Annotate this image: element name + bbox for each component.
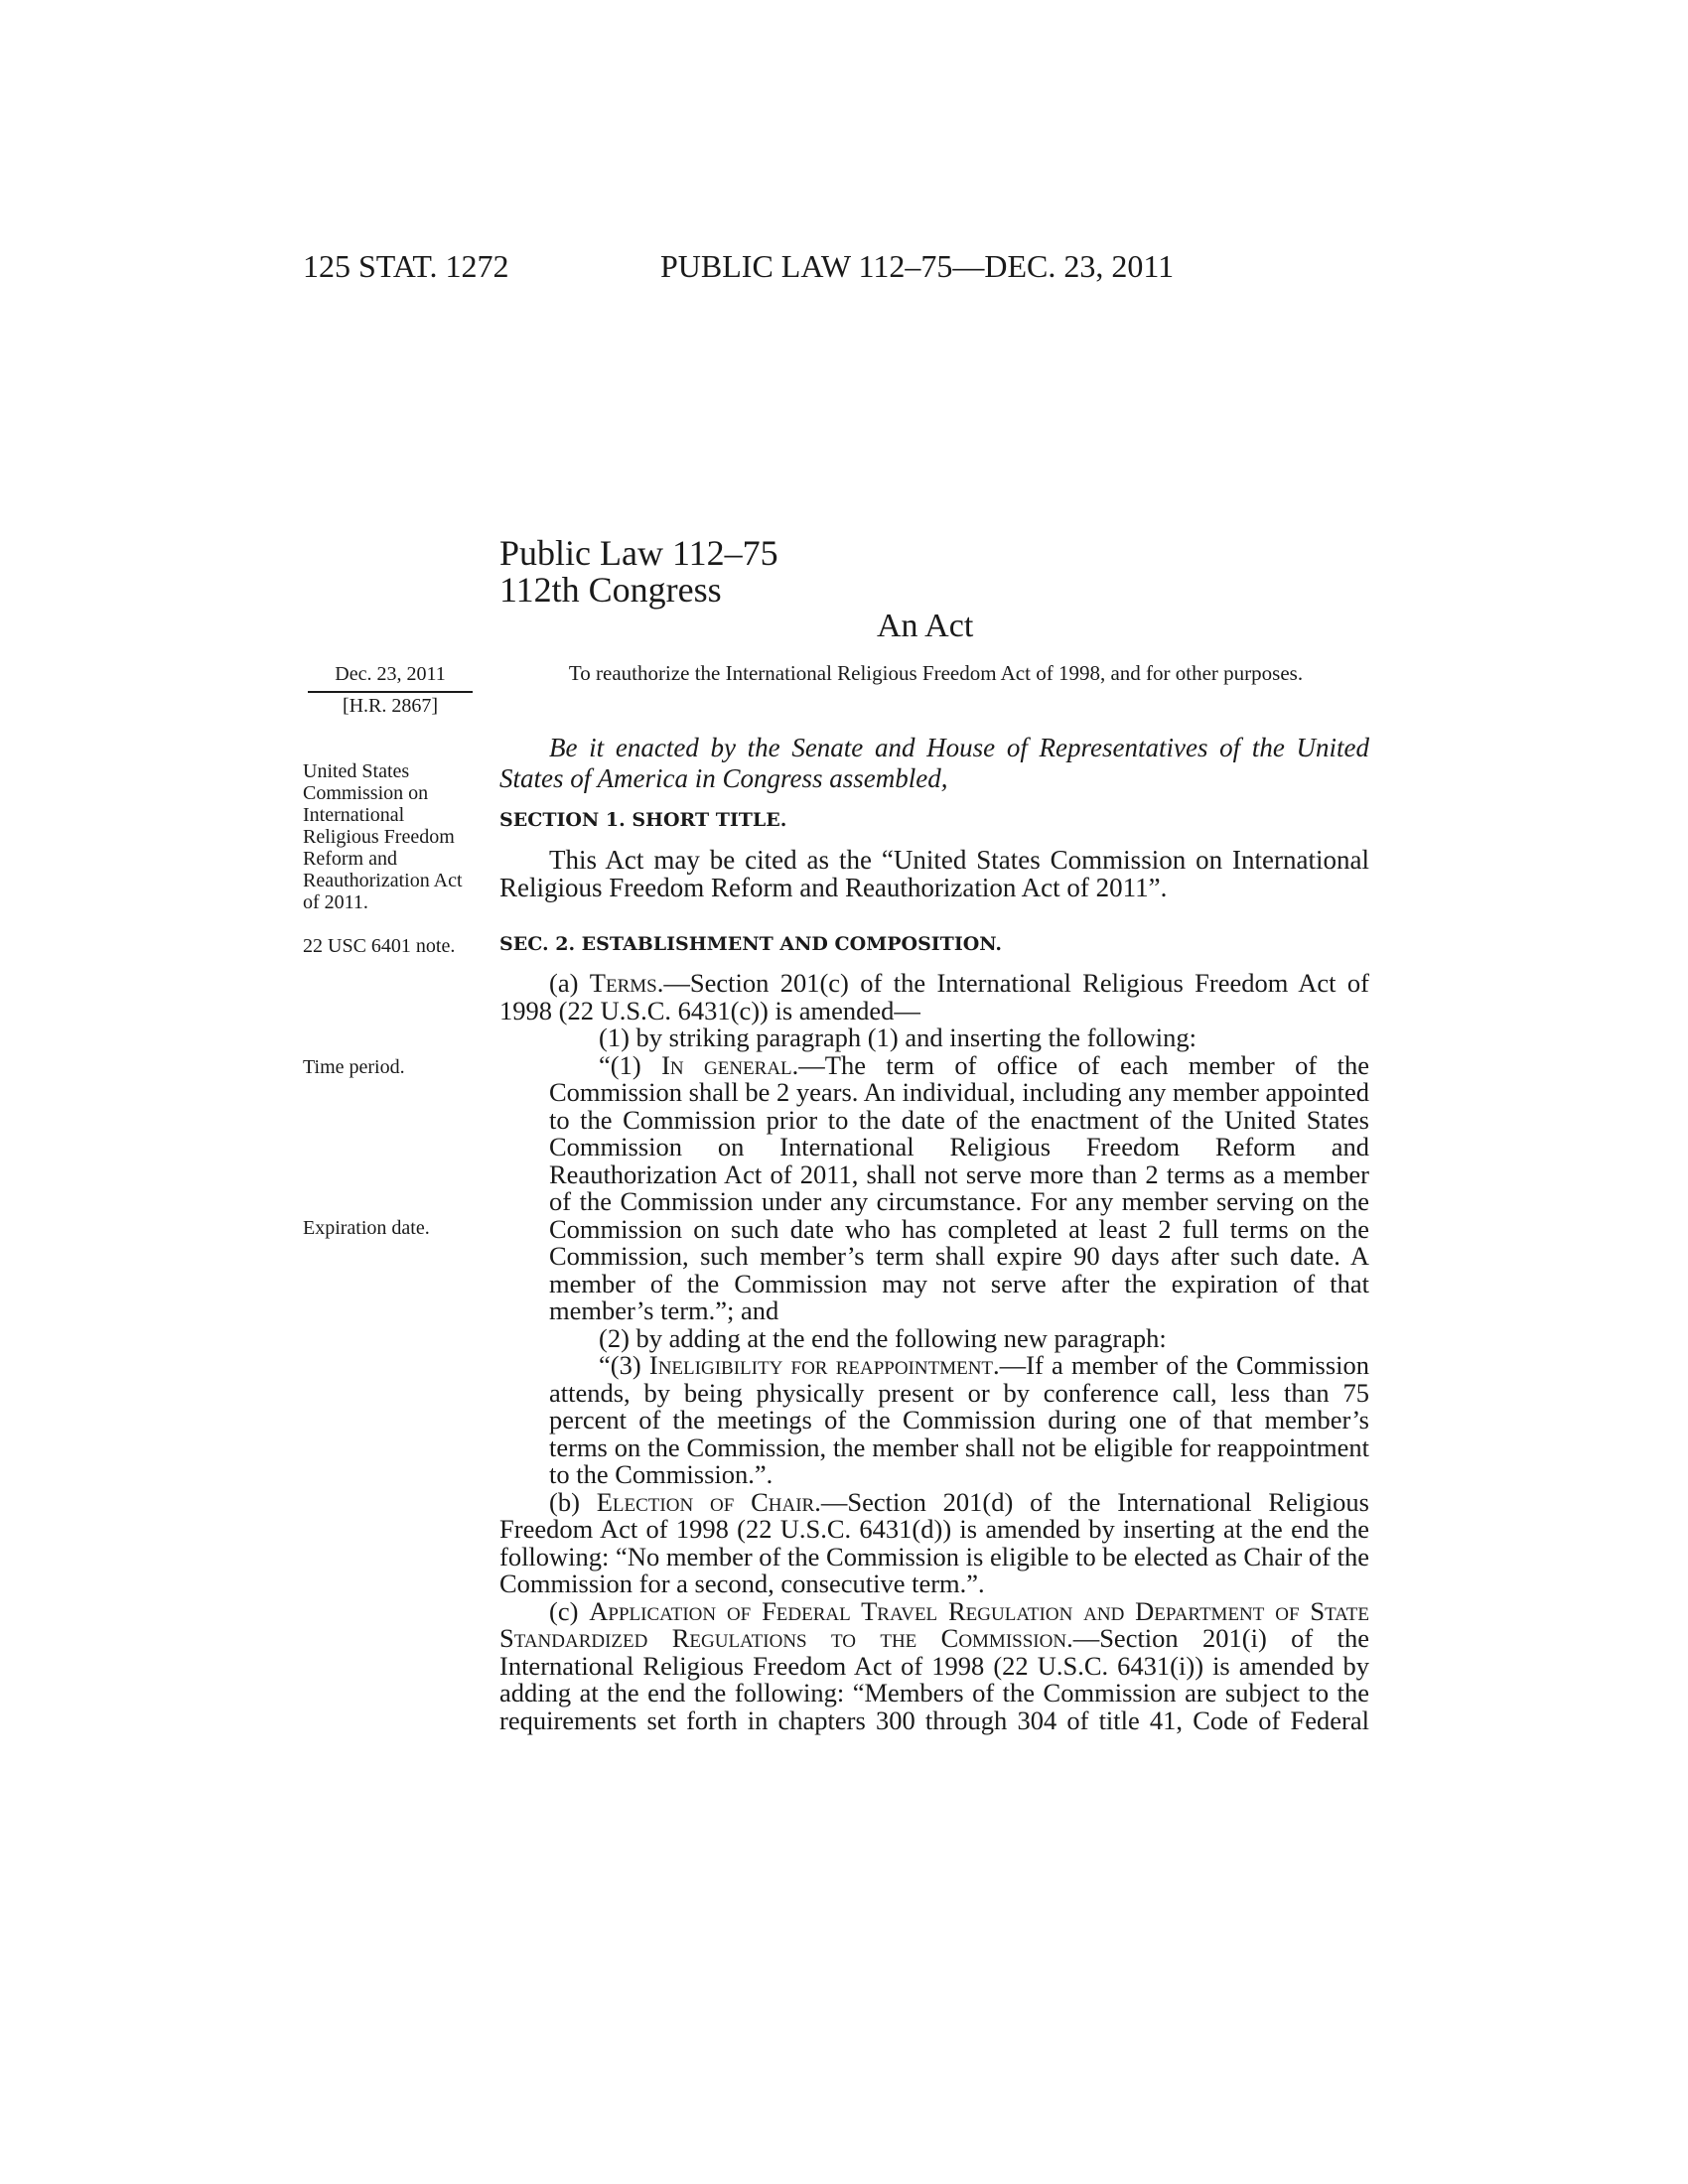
paragraph-a2: (2) by adding at the end the following new paragraph: xyxy=(599,1322,1167,1353)
margin-divider xyxy=(308,691,473,693)
section-1 xyxy=(499,809,1369,831)
subsection-c-label: (c) xyxy=(549,1595,590,1626)
subsection-b xyxy=(499,1486,1369,1598)
act-label: An Act xyxy=(877,608,974,644)
subsection-a-text: .—Section 201(c) of the International Religious Freedom Act of 1998 (22 U.S.C. 6431(c)) is amended— xyxy=(499,968,1369,1025)
subsection-c-caption: Application of Federal Travel Regulation and Department of State Standardized Regulations to the Commission xyxy=(499,1595,1369,1653)
congress-number: 112th Congress xyxy=(499,570,722,610)
page-stat-number: 125 STAT. 1272 xyxy=(303,248,509,284)
act-purpose: To reauthorize the International Religious Freedom Act of 1998, and for other purposes. xyxy=(568,661,1304,685)
quoted-paragraph-1 xyxy=(549,1049,1369,1325)
subsection-a-caption: Terms xyxy=(589,968,657,998)
subsection-c-text: .—Section 201(i) of the International Religious Freedom Act of 1998 (22 U.S.C. 6431(i)) is amended by adding at the end the following: “Members of the Commission are subject to the requirements set forth in chapters 300 through 304 of title 41, Code of Federal xyxy=(499,1623,1369,1735)
subsection-a xyxy=(499,970,1369,1024)
quote-block-a2 xyxy=(499,1352,1369,1489)
quoted-paragraph-1-caption: In general xyxy=(661,1049,792,1080)
quoted-paragraph-1-text: .—The term of office of each member of the Commission shall be 2 years. An individual, including any member appointed to the Commission prior to the date of the enactment of the United States Commission on International Religious Freedom Reform and Reauthorization Act of 2011, shall not serve more than 2 terms as a member of the Commission under any circumstance. For any member serving on the Commission on such date who has completed at least 2 full terms on the Commission, such member’s term shall expire 90 days after such date. A member of the Commission may not serve after the expiration of that member’s term.”; and xyxy=(549,1049,1369,1325)
enacting-clause-block xyxy=(499,733,1369,794)
section-1-text: This Act may be cited as the “United States Commission on International Religious Freedom Reform and Reauthorization Act of 2011”. xyxy=(499,845,1369,902)
subsection-a-label: (a) xyxy=(549,968,590,998)
section-2-heading: SEC. 2. ESTABLISHMENT AND COMPOSITION. xyxy=(499,933,1003,955)
section-2 xyxy=(499,933,1369,955)
section-2-body xyxy=(499,970,1369,1734)
quoted-paragraph-1-label: “(1) xyxy=(599,1049,662,1080)
law-number: Public Law 112–75 xyxy=(499,533,778,573)
margin-note-time-period: Time period. xyxy=(303,1056,405,1078)
margin-bill-number: [H.R. 2867] xyxy=(342,695,439,717)
enacting-clause: Be it enacted by the Senate and House of Representatives of the United States of America in Congress assembled, xyxy=(499,733,1369,793)
quoted-paragraph-3-caption: Ineligibility for reappointment xyxy=(648,1350,994,1380)
subsection-c xyxy=(499,1595,1369,1735)
quote-block-a1 xyxy=(499,1049,1369,1325)
subsection-b-text: .—Section 201(d) of the International Religious Freedom Act of 1998 (22 U.S.C. 6431(d)) is amended by inserting at the end the following: “No member of the Commission is eligible to be elected as Chair of the Commission for a second, consecutive term.”. xyxy=(499,1486,1369,1598)
quoted-paragraph-3-text: .—If a member of the Commission attends, by being physically present or by conference call, less than 75 percent of the meetings of the Commission during one of that member’s terms on the Commission, the member shall not be eligible for reappointment to the Commission.”. xyxy=(549,1350,1369,1489)
section-1-heading: SECTION 1. SHORT TITLE. xyxy=(499,809,787,831)
running-head-law: PUBLIC LAW 112–75—DEC. 23, 2011 xyxy=(660,248,1175,284)
margin-date: Dec. 23, 2011 xyxy=(335,663,446,685)
paragraph-a1: (1) by striking paragraph (1) and inserting the following: xyxy=(599,1023,1196,1052)
section-1-body xyxy=(499,846,1369,901)
quoted-paragraph-3 xyxy=(549,1352,1369,1489)
margin-note-short-title: United States Commission on International Religious Freedom Reform and Reauthorization Act of 2011. xyxy=(303,760,463,913)
margin-note-usc: 22 USC 6401 note. xyxy=(303,935,456,957)
subsection-b-label: (b) xyxy=(549,1486,597,1517)
quoted-paragraph-3-label: “(3) xyxy=(599,1350,649,1380)
subsection-b-caption: Election of Chair xyxy=(596,1486,815,1517)
margin-note-expiration: Expiration date. xyxy=(303,1217,430,1239)
